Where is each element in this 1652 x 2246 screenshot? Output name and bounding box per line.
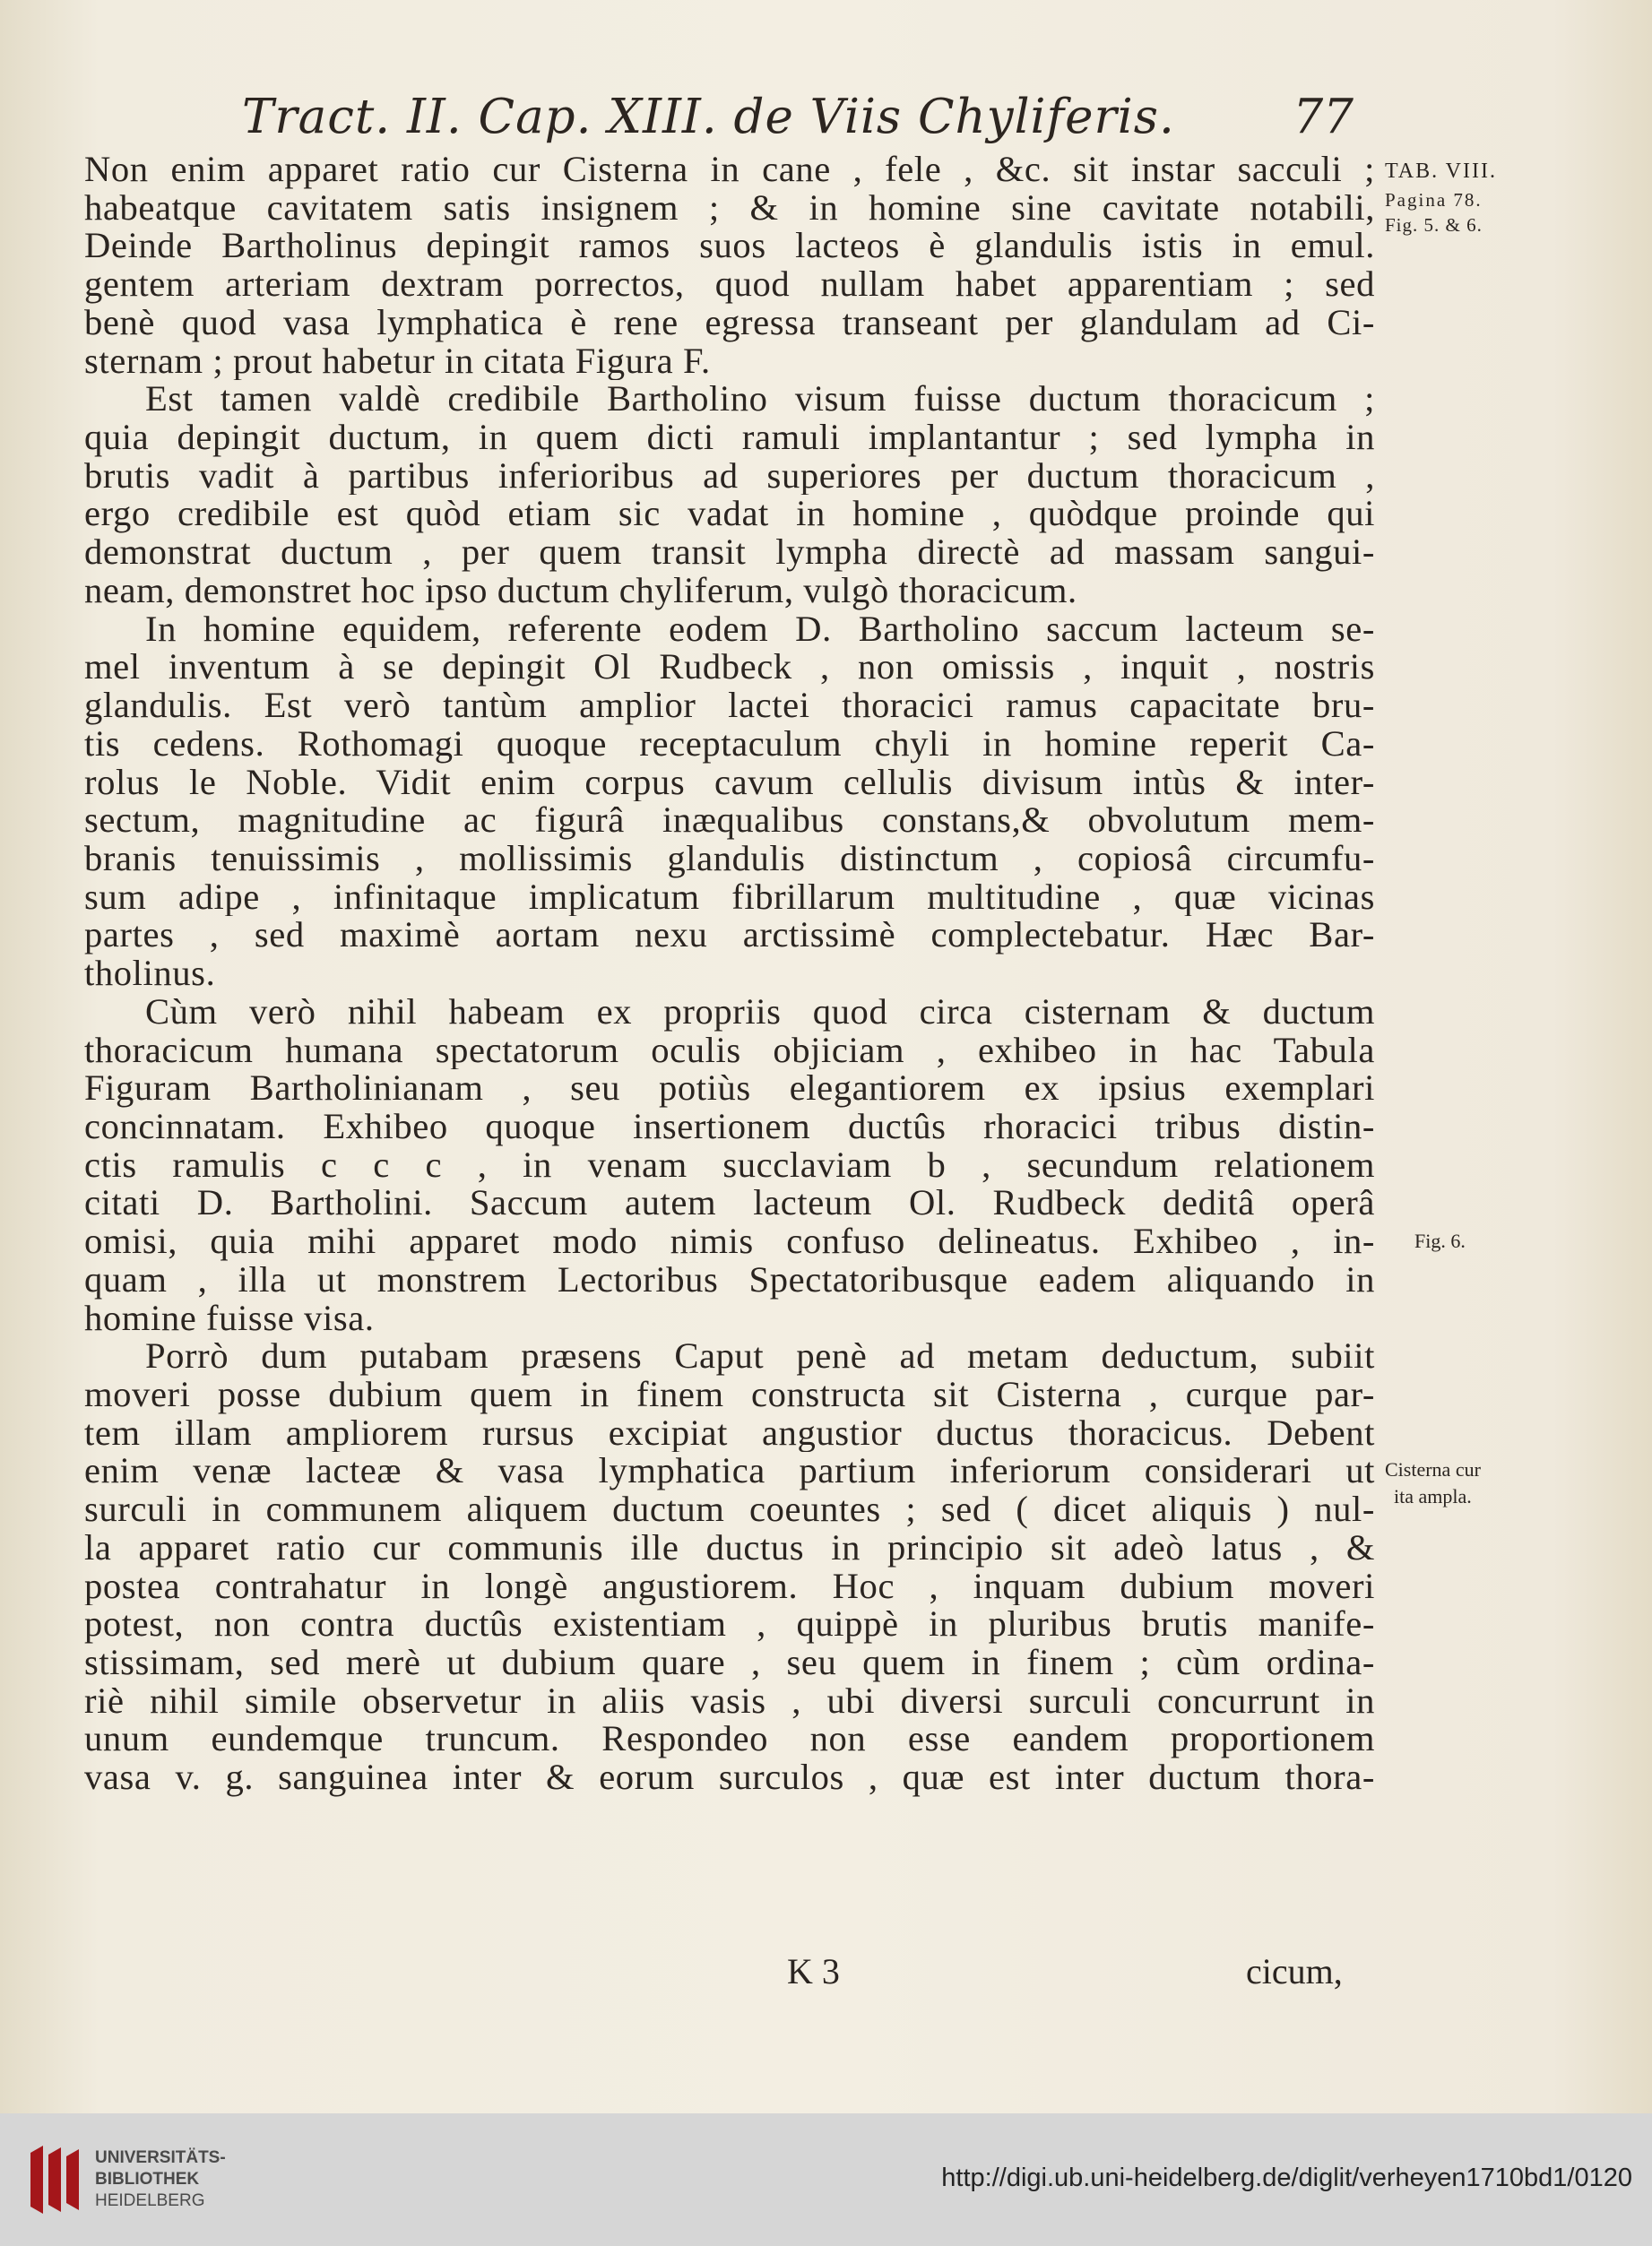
text-line: potest, non contra ductûs existentiam , quippè in pluribus brutis manife- <box>84 1605 1375 1645</box>
library-name-line-1: UNIVERSITÄTS- <box>95 2148 226 2167</box>
text-line: surculi in communem aliquem ductum coeuntes ; sed ( dicet aliquis ) nul- <box>84 1490 1375 1529</box>
text-line: thoracicum humana spectatorum oculis objiciam , exhibeo in hac Tabula <box>84 1031 1375 1070</box>
text-line: la apparet ratio cur communis ille ductus in principio sit adeò latus , & <box>84 1528 1375 1568</box>
text-line: enim venæ lacteæ & vasa lymphatica partium inferiorum considerari ut <box>84 1452 1375 1491</box>
catchword: cicum, <box>1246 1951 1343 1991</box>
text-line: glandulis. Est verò tantùm amplior lactei thoracici ramus capacitate bru- <box>84 687 1375 725</box>
footer-bar <box>0 2113 1652 2246</box>
text-line: Porrò dum putabam præsens Caput penè ad metam deductum, subiit <box>145 1337 1375 1376</box>
text-line: Non enim apparet ratio cur Cisterna in cane , fele , &c. sit instar sacculi ; <box>84 151 1375 189</box>
margin-note-fig6: Fig. 6. <box>1414 1230 1466 1252</box>
text-line: postea contrahatur in longè angustiorem. Hoc , inquam dubium moveri <box>84 1567 1375 1606</box>
text-line: Figuram Bartholinianam , seu potiùs elegantiorem ex ipsius exemplari <box>84 1069 1375 1108</box>
text-line: omisi, quia mihi apparet modo nimis confuso delineatus. Exhibeo , in- <box>84 1222 1375 1261</box>
text-line: ctis ramulis c c c , in venam succlaviam b , secundum relationem <box>84 1145 1375 1185</box>
text-line: sternam ; prout habetur in citata Figura F. <box>84 341 711 381</box>
library-name-line-2: BIBLIOTHEK <box>95 2170 200 2189</box>
text-line: tem illam ampliorem rursus excipiat angustior ductus thoracicus. Debent <box>84 1413 1375 1453</box>
text-line: branis tenuissimis , mollissimis glandulis distinctum , copiosâ circumfu- <box>84 839 1375 878</box>
text-line: tholinus. <box>84 955 216 993</box>
page-number: 77 <box>1293 90 1354 144</box>
text-line: neam, demonstret hoc ipso ductum chyliferum, vulgò thoracicum. <box>84 571 1077 610</box>
text-line: riè nihil simile observetur in aliis vasis , ubi diversi surculi concurrunt in <box>84 1681 1375 1721</box>
margin-note-tab: TAB. VIII. <box>1385 160 1497 183</box>
text-line: citati D. Bartholini. Saccum autem lacteum Ol. Rudbeck deditâ operâ <box>84 1184 1375 1223</box>
text-line: quia depingit ductum, in quem dicti ramuli implantantur ; sed lympha in <box>84 419 1375 457</box>
text-line: gentem arteriam dextram porrectos, quod nullam habet apparentiam ; sed <box>84 265 1375 304</box>
text-line: Deinde Bartholinus depingit ramos suos lacteos è glandulis istis in emul. <box>84 227 1375 266</box>
running-title: Tract. II. Cap. XIII. de Viis Chyliferis. <box>242 90 1175 144</box>
text-line: Est tamen valdè credibile Bartholino visum fuisse ductum thoracicum ; <box>145 380 1375 419</box>
body-text <box>84 151 1375 1797</box>
margin-note-figures: Fig. 5. & 6. <box>1385 214 1483 236</box>
text-line: vasa v. g. sanguinea inter & eorum surculos , quæ est inter ductum thora- <box>84 1758 1375 1797</box>
margin-note-cisterna-2: ita ampla. <box>1394 1485 1472 1507</box>
text-line: Cùm verò nihil habeam ex propriis quod circa cisternam & ductum <box>145 992 1375 1032</box>
library-name-line-3: HEIDELBERG <box>95 2191 205 2210</box>
signature-mark: K 3 <box>787 1951 840 1991</box>
text-line: concinnatam. Exhibeo quoque insertionem ductûs rhoracici tribus distin- <box>84 1107 1375 1146</box>
text-line: quam , illa ut monstrem Lectoribus Spectatoribusque eadem aliquando in <box>84 1260 1375 1300</box>
source-url[interactable]: http://digi.ub.uni-heidelberg.de/diglit/verheyen1710bd1/0120 <box>941 2164 1632 2192</box>
margin-note-pagina: Pagina 78. <box>1385 189 1483 211</box>
text-line: partes , sed maximè aortam nexu arctissimè complectebatur. Hæc Bar- <box>84 916 1375 955</box>
text-line: sectum, magnitudine ac figurâ inæqualibus constans,& obvolutum mem- <box>84 801 1375 840</box>
text-line: tis cedens. Rothomagi quoque receptaculum chyli in homine reperit Ca- <box>84 724 1375 764</box>
text-line: unum eundemque truncum. Respondeo non esse eandem proportionem <box>84 1720 1375 1759</box>
text-line: homine fuisse visa. <box>84 1299 375 1338</box>
text-line: stissimam, sed merè ut dubium quare , seu quem in finem ; cùm ordina- <box>84 1644 1375 1682</box>
text-line: mel inventum à se depingit Ol Rudbeck , non omissis , inquit , nostris <box>84 648 1375 687</box>
text-line: rolus le Noble. Vidit enim corpus cavum cellulis divisum intùs & inter- <box>84 763 1375 802</box>
text-line: demonstrat ductum , per quem transit lympha directè ad massam sangui- <box>84 533 1375 572</box>
text-line: habeatque cavitatem satis insignem ; & in homine sine cavitate notabili, <box>84 188 1375 228</box>
university-library-logo <box>30 2146 82 2214</box>
text-line: benè quod vasa lymphatica è rene egressa transeant per glandulam ad Ci- <box>84 303 1375 342</box>
text-line: ergo credibile est quòd etiam sic vadat in homine , quòdque proinde qui <box>84 495 1375 534</box>
library-name <box>95 2147 226 2212</box>
margin-note-cisterna-1: Cisterna cur <box>1385 1458 1481 1481</box>
text-line: In homine equidem, referente eodem D. Bartholino saccum lacteum se- <box>145 609 1375 649</box>
text-line: moveri posse dubium quem in finem constructa sit Cisterna , curque par- <box>84 1376 1375 1414</box>
page-header <box>242 90 1354 154</box>
text-line: sum adipe , infinitaque implicatum fibrillarum multitudine , quæ vicinas <box>84 877 1375 917</box>
text-line: brutis vadit à partibus inferioribus ad superiores per ductum thoracicum , <box>84 456 1375 496</box>
